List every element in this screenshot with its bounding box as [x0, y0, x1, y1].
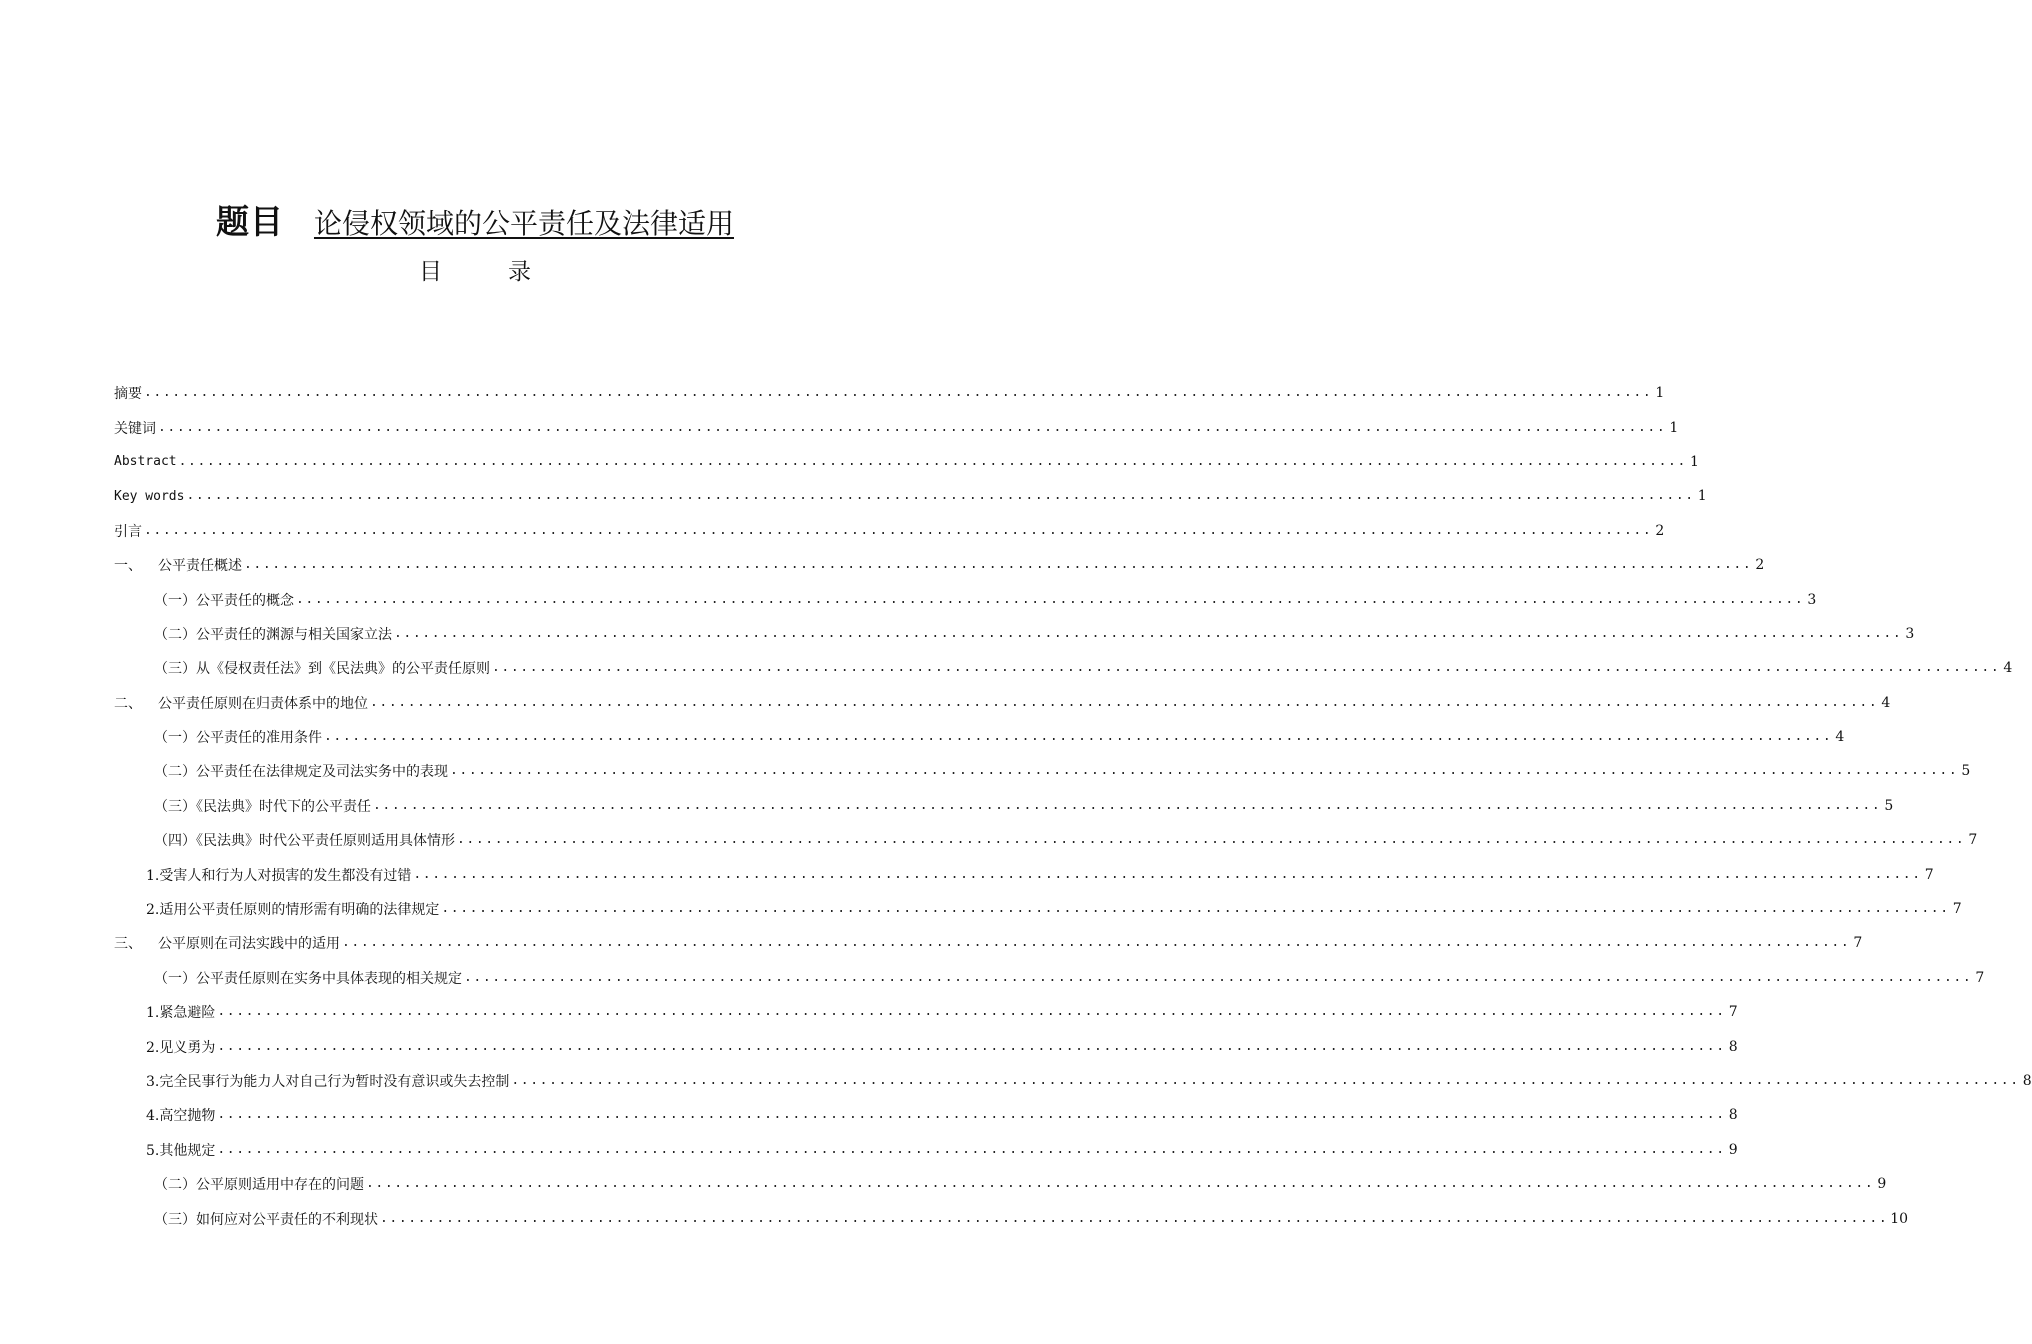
toc-entry-label [146, 1037, 217, 1057]
toc-page-number: 1 [1689, 453, 1699, 470]
toc-dot-leader: ................................................................................................................................................................ [217, 1107, 1726, 1123]
toc-page-number: 7 [1952, 901, 1962, 918]
toc-entry[interactable] [114, 789, 1894, 823]
toc-entry-number: 一、 [114, 558, 142, 575]
toc-page-number: 3 [1807, 591, 1817, 608]
toc-entry-text: （一）公平责任原则在实务中具体表现的相关规定 [154, 970, 462, 987]
table-of-contents [114, 376, 2032, 1236]
title-prefix: 题目 [215, 202, 284, 241]
toc-dot-leader: ................................................................................................................................................................ [441, 901, 1950, 917]
toc-heading: 目录 [419, 259, 597, 285]
toc-entry[interactable] [114, 617, 1915, 651]
toc-entry-label [146, 1140, 217, 1160]
toc-dot-leader: ................................................................................................................................................................ [186, 488, 1695, 504]
toc-page-number: 8 [1728, 1038, 1738, 1055]
toc-page-number: 1 [1655, 385, 1665, 402]
toc-page-number: 4 [2003, 660, 2013, 677]
toc-entry[interactable] [114, 445, 1699, 479]
toc-dot-leader: ................................................................................................................................................................ [158, 419, 1667, 435]
toc-entry-label [114, 454, 179, 469]
toc-entry-text: 2.见义勇为 [146, 1039, 216, 1056]
toc-entry-text: （三）如何应对公平责任的不利现状 [154, 1211, 378, 1228]
toc-entry-text: 3.完全民事行为能力人对自己行为暂时没有意识或失去控制 [146, 1074, 510, 1090]
toc-dot-leader: ................................................................................................................................................................ [373, 797, 1882, 813]
toc-page-number: 4 [1835, 729, 1845, 746]
toc-entry[interactable] [114, 1133, 1738, 1167]
toc-entry-label [154, 658, 492, 678]
toc-entry-label [114, 555, 244, 575]
toc-page-number: 7 [1853, 935, 1863, 952]
toc-page-number: 9 [1877, 1176, 1887, 1193]
toc-entry-label [114, 383, 144, 403]
toc-entry[interactable] [114, 410, 1679, 444]
toc-page-number: 10 [1890, 1210, 1909, 1227]
toc-entry[interactable] [114, 514, 1665, 548]
toc-dot-leader: ................................................................................................................................................................ [413, 866, 1922, 882]
toc-dot-leader: ................................................................................................................................................................ [342, 935, 1851, 951]
toc-entry-label [114, 693, 370, 713]
toc-dot-leader: ................................................................................................................................................................ [457, 832, 1966, 848]
toc-dot-leader: ................................................................................................................................................................ [217, 1004, 1726, 1020]
toc-dot-leader: ................................................................................................................................................................ [450, 763, 1959, 779]
toc-entry[interactable] [114, 651, 2013, 685]
toc-dot-leader: ................................................................................................................................................................ [366, 1176, 1875, 1192]
toc-entry-label [146, 899, 441, 919]
toc-entry-label [154, 830, 457, 850]
toc-entry-label [114, 521, 144, 541]
toc-dot-leader: ................................................................................................................................................................ [511, 1073, 2020, 1088]
toc-dot-leader: ................................................................................................................................................................ [492, 660, 2001, 676]
toc-page-number: 8 [2022, 1073, 2032, 1089]
toc-entry[interactable] [114, 376, 1665, 410]
toc-page-number: 7 [1728, 1004, 1738, 1021]
toc-entry-text: 1.紧急避险 [146, 1005, 216, 1022]
toc-page-number: 7 [1975, 969, 1985, 986]
toc-entry-label [154, 796, 373, 816]
toc-page-number: 4 [1881, 694, 1891, 711]
toc-entry-text: （三）从《侵权责任法》到《民法典》的公平责任原则 [154, 661, 490, 678]
toc-entry-label [114, 933, 342, 953]
toc-dot-leader: ................................................................................................................................................................ [244, 557, 1753, 573]
toc-entry-text: 公平原则在司法实践中的适用 [158, 936, 340, 953]
toc-entry[interactable] [114, 686, 1891, 720]
toc-page-number: 9 [1728, 1141, 1738, 1158]
toc-page-number: 5 [1961, 763, 1971, 780]
toc-entry-text: 2.适用公平责任原则的情形需有明确的法律规定 [146, 902, 440, 919]
toc-dot-leader: ................................................................................................................................................................ [380, 1210, 1889, 1226]
toc-dot-leader: ................................................................................................................................................................ [144, 522, 1653, 538]
toc-dot-leader: ................................................................................................................................................................ [324, 729, 1833, 745]
toc-entry-number: 二、 [114, 695, 142, 712]
toc-entry-text: 公平责任概述 [158, 558, 242, 575]
toc-entry-label [154, 727, 324, 747]
toc-entry[interactable] [114, 1064, 2032, 1098]
toc-entry-label [154, 1209, 380, 1229]
toc-entry-label [146, 1002, 217, 1022]
toc-entry[interactable] [114, 1167, 1887, 1201]
toc-entry[interactable] [114, 548, 1765, 582]
toc-page-number: 5 [1884, 797, 1894, 814]
toc-dot-leader: ................................................................................................................................................................ [464, 969, 1973, 985]
toc-entry-label [154, 968, 464, 988]
toc-page-number: 7 [1968, 832, 1978, 849]
toc-entry[interactable] [114, 857, 1934, 891]
document-title [0, 198, 950, 252]
toc-dot-leader: ................................................................................................................................................................ [394, 625, 1903, 641]
toc-entry-text: （一）公平责任的准用条件 [154, 730, 322, 747]
toc-entry-text: 1.受害人和行为人对损害的发生都没有过错 [146, 867, 412, 884]
toc-entry-text: （二）公平责任的渊源与相关国家立法 [154, 626, 392, 643]
toc-dot-leader: ................................................................................................................................................................ [217, 1038, 1726, 1054]
toc-entry-text: 4.高空抛物 [146, 1108, 216, 1125]
toc-entry-text: Key words [114, 488, 185, 504]
toc-entry-text: （三）《民法典》时代下的公平责任 [154, 798, 371, 815]
toc-entry-number: 三、 [114, 936, 142, 953]
toc-entry[interactable] [114, 1098, 1738, 1132]
toc-page-number: 2 [1655, 522, 1665, 539]
toc-dot-leader: ................................................................................................................................................................ [370, 694, 1879, 710]
toc-entry-text: Abstract [114, 454, 177, 470]
toc-entry[interactable] [114, 892, 1962, 926]
title-main: 论侵权领域的公平责任及法律适用 [313, 207, 734, 240]
toc-entry[interactable] [114, 754, 1971, 788]
toc-entry-text: 引言 [114, 523, 142, 540]
toc-entry-text: 5.其他规定 [146, 1142, 216, 1159]
toc-page-number: 8 [1728, 1107, 1738, 1124]
toc-entry-text: 关键词 [114, 420, 156, 437]
toc-entry-text: （四）《民法典》时代公平责任原则适用具体情形 [154, 833, 455, 850]
toc-dot-leader: ................................................................................................................................................................ [217, 1141, 1726, 1157]
toc-entry-text: （一）公平责任的概念 [154, 592, 294, 609]
toc-entry[interactable] [114, 1201, 1909, 1235]
toc-entry-text: （二）公平责任在法律规定及司法实务中的表现 [154, 764, 448, 781]
toc-entry-label [114, 418, 158, 438]
toc-entry-text: （二）公平原则适用中存在的问题 [154, 1177, 364, 1194]
toc-page-number: 2 [1755, 557, 1765, 574]
toc-entry[interactable] [114, 961, 1985, 995]
toc-page-number: 1 [1697, 488, 1707, 505]
toc-entry-label [146, 865, 413, 885]
toc-dot-leader: ................................................................................................................................................................ [178, 453, 1687, 469]
toc-entry-label [154, 590, 296, 610]
toc-entry-text: 摘要 [114, 386, 142, 403]
toc-entry-label [146, 1105, 217, 1125]
toc-entry-label [154, 1174, 366, 1194]
toc-dot-leader: ................................................................................................................................................................ [144, 385, 1653, 401]
toc-entry-label [154, 761, 450, 781]
toc-dot-leader: ................................................................................................................................................................ [296, 591, 1805, 607]
toc-entry-label [154, 624, 394, 644]
toc-entry[interactable] [114, 1029, 1738, 1063]
toc-entry-label [114, 489, 186, 504]
toc-entry[interactable] [114, 926, 1863, 960]
toc-entry[interactable] [114, 479, 1707, 513]
toc-page-number: 3 [1905, 625, 1915, 642]
toc-page-number: 7 [1924, 866, 1934, 883]
toc-entry[interactable] [114, 582, 1817, 616]
toc-entry[interactable] [114, 995, 1738, 1029]
toc-page-number: 1 [1669, 419, 1679, 436]
toc-entry[interactable] [114, 720, 1845, 754]
toc-entry-label [146, 1071, 511, 1091]
toc-entry-text: 公平责任原则在归责体系中的地位 [158, 695, 368, 712]
toc-entry[interactable] [114, 823, 1978, 857]
